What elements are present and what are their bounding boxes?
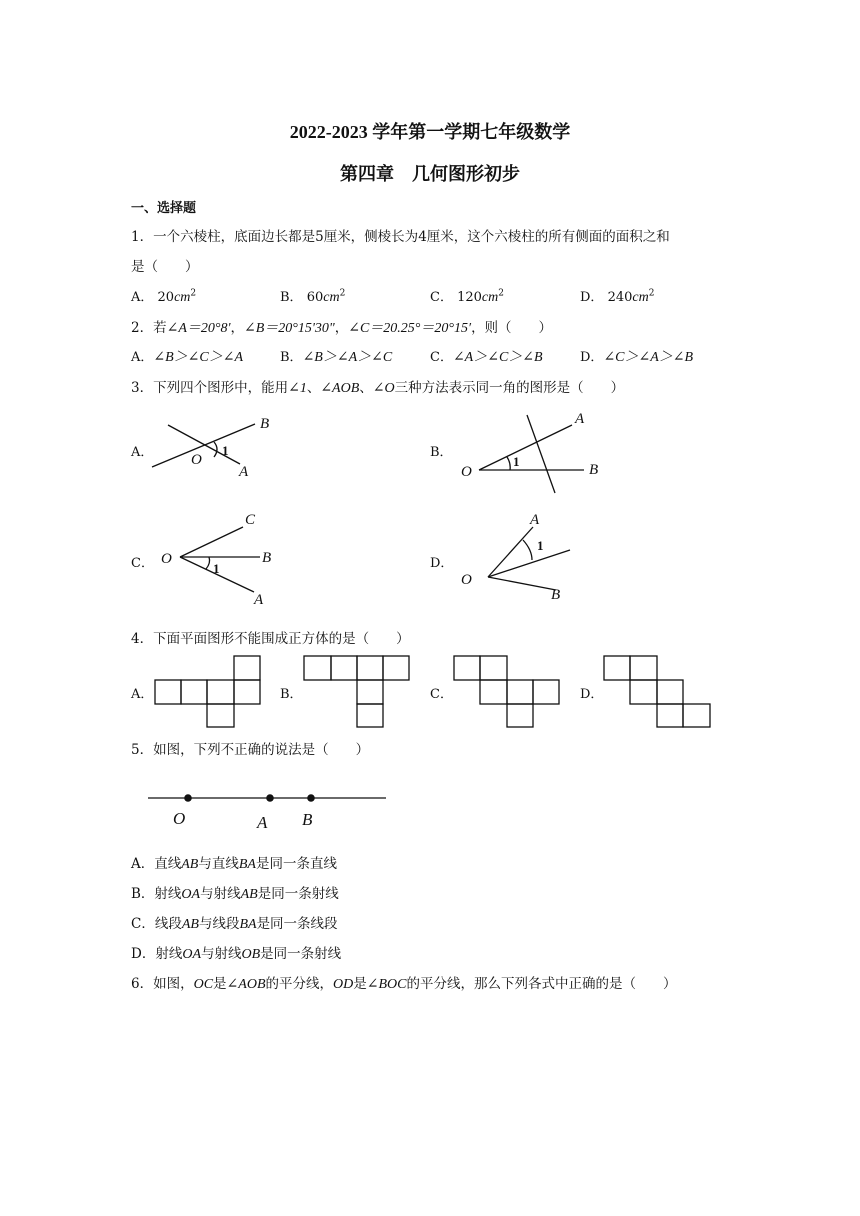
option-label: C． [430,290,453,305]
fig-c-ray-oc [180,527,243,557]
q2-option-d[interactable] [580,346,693,366]
label-o: O [173,809,186,828]
option-exponent: 2 [498,288,504,299]
option-value: 240 [607,290,633,305]
option-var: OA [182,947,201,962]
page-title: 2022-2023 学年第一学期七年级数学 [289,122,571,142]
q2-prefix: 2．若 [131,320,167,336]
question-5: 5．如图，下列不正确的说法是（ ） [131,742,370,758]
option-text: 线段 [154,916,182,932]
q4-option-d[interactable]: D． [580,687,604,702]
option-unit: cm [481,290,499,305]
q3-figures [0,400,860,620]
fig-b-label-b: B [589,462,599,478]
q2-sep1: ， [230,320,244,336]
option-text: 与直线 [198,856,239,872]
chapter-title: 第四章 几何图形初步 [340,164,520,184]
q1-option-a[interactable] [131,286,196,306]
option-unit: cm [174,290,191,305]
option-var: OB [241,947,261,962]
label-a: A [257,813,268,832]
fig-a-label-1: 1 [222,443,229,458]
q4-cube-nets [0,650,860,730]
option-expr: ∠B＞∠A＞∠C [302,350,393,365]
q1-text-a: 1．一个六棱柱，底面边长都是 [131,229,316,245]
option-var: AB [181,857,199,872]
option-text: 与线段 [198,916,240,932]
q6-suffix: 的平分线，那么下列各式中正确的是（ ） [406,976,677,992]
option-value: 120 [457,290,482,305]
net-c [454,656,559,727]
fig-d-label-o: O [461,572,472,588]
fig-c-label-c: C [245,512,256,528]
q1-option-d[interactable] [580,286,654,306]
fig-a-label-a: A [239,464,249,480]
option-var: BA [238,857,256,872]
option-text: 射线 [154,886,182,902]
fig-c-label-1: 1 [213,561,220,576]
q3-sep2: 、 [359,380,373,396]
fig-b-label-a: A [575,411,585,427]
option-expr: ∠B＞∠C＞∠A [153,350,244,365]
fig-b-crossing-line [527,415,555,493]
question-1-line2: 是（ ） [131,259,199,275]
option-label: C． [430,350,453,365]
question-2 [131,316,552,337]
question-3 [131,376,624,397]
option-unit: cm [323,290,340,305]
option-unit: cm [632,290,649,305]
fig-b-label-1: 1 [513,454,520,469]
option-label: A． [131,290,154,305]
q1-text-b: 厘米，侧棱长为 [323,229,419,245]
q2-angle-c: ∠C＝20.25°＝20°15′ [348,321,472,336]
q2-angle-b: ∠B＝20°15'30" [243,321,335,336]
option-value: 60 [306,290,324,305]
q6-text: 是 [213,976,227,992]
option-expr: ∠C＞∠A＞∠B [603,350,694,365]
fig-d-label-1: 1 [537,538,544,553]
q6-text: 的平分线， [265,976,333,992]
point-b [307,794,315,802]
net-b [304,656,409,727]
fig-a-label-b: B [260,416,270,432]
q6-oc: OC [193,977,214,992]
net-a [155,656,260,727]
q2-option-a[interactable] [131,346,243,366]
q4-option-c[interactable]: C． [430,687,453,702]
option-text: 与射线 [200,886,241,902]
option-label: B． [280,290,303,305]
section-heading: 一、选择题 [131,201,197,216]
net-d [604,656,710,727]
fig-a-line-oa [168,425,240,464]
q3-option-d[interactable]: D． [430,556,454,571]
q5-option-a[interactable] [131,852,337,873]
q3-option-c[interactable]: C． [131,556,154,571]
fig-c-label-o: O [161,551,172,567]
option-text: 是同一条直线 [255,856,337,872]
q4-option-b[interactable]: B． [280,687,303,702]
option-label: B． [131,886,155,902]
option-label: D． [131,946,156,962]
label-b: B [302,810,313,829]
q3-expr-1: ∠1 [288,381,307,396]
q2-angle-a: ∠A＝20°8' [166,321,231,336]
q1-option-b[interactable] [280,286,345,306]
fig-d-label-b: B [551,587,561,603]
fig-c-label-b: B [262,550,272,566]
q1-num-side: 5 [315,229,324,245]
option-expr: ∠A＞∠C＞∠B [452,350,543,365]
option-text: 直线 [154,856,182,872]
q6-angle-boc: ∠BOC [366,977,407,992]
q2-sep2: ， [334,320,349,336]
q5-line-figure [140,785,400,845]
q1-option-c[interactable] [430,286,504,306]
q3-option-b[interactable]: B． [430,445,453,460]
q6-text: 是 [353,976,367,992]
q3-sep1: 、 [306,380,321,396]
point-a [266,794,274,802]
fig-c-angle-arc [206,557,210,569]
option-exponent: 2 [190,288,197,299]
option-exponent: 2 [339,288,346,299]
q3-expr-3: ∠O [372,381,395,396]
option-label: C． [131,916,155,932]
q3-suffix: 三种方法表示同一角的图形是（ ） [394,380,625,396]
option-var: AB [181,917,199,932]
option-label: D． [580,350,604,365]
option-label: A． [131,350,154,365]
q4-option-a[interactable]: A． [131,687,154,702]
option-text: 与射线 [201,946,242,962]
fig-d-angle-arc [523,540,532,560]
q3-expr-2: ∠AOB [320,381,360,396]
fig-d-label-a: A [530,512,540,528]
option-var: OA [181,887,201,902]
fig-b-ray-oa [479,425,572,470]
option-text: 射线 [155,946,183,962]
q1-text-c: 厘米，这个六棱柱的所有侧面的面积之和 [426,229,670,245]
fig-a-label-o: O [191,452,202,468]
q6-angle-aob: ∠AOB [226,977,266,992]
q2-option-c[interactable] [430,346,543,366]
q2-option-b[interactable] [280,346,392,366]
option-label: D． [580,290,604,305]
q5-option-b[interactable] [131,882,339,903]
option-text: 是同一条射线 [257,886,339,902]
option-var: AB [240,887,258,902]
point-o [184,794,192,802]
q6-od: OD [333,977,354,992]
q1-num-edge: 4 [418,229,427,245]
option-var: BA [239,917,257,932]
fig-b-angle-arc [507,457,510,470]
option-exponent: 2 [648,288,655,299]
option-text: 是同一条射线 [260,946,342,962]
fig-a-line-ob [152,424,255,467]
q3-prefix: 3．下列四个图形中，能用 [131,380,289,396]
q5-option-d[interactable] [131,942,341,963]
option-label: A． [131,856,155,872]
fig-c-label-a: A [254,592,264,608]
question-1 [131,225,670,245]
question-6 [131,972,676,993]
option-label: B． [280,350,303,365]
q2-suffix: ，则（ ） [471,320,553,336]
q5-option-c[interactable] [131,912,338,933]
option-value: 20 [157,290,175,305]
question-4: 4．下面平面图形不能围成正方体的是（ ） [131,631,410,647]
fig-d-ray-ob [488,577,556,590]
q3-option-a[interactable]: A． [131,445,154,460]
fig-b-label-o: O [461,464,472,480]
option-text: 是同一条线段 [256,916,338,932]
q6-prefix: 6．如图， [131,976,194,992]
